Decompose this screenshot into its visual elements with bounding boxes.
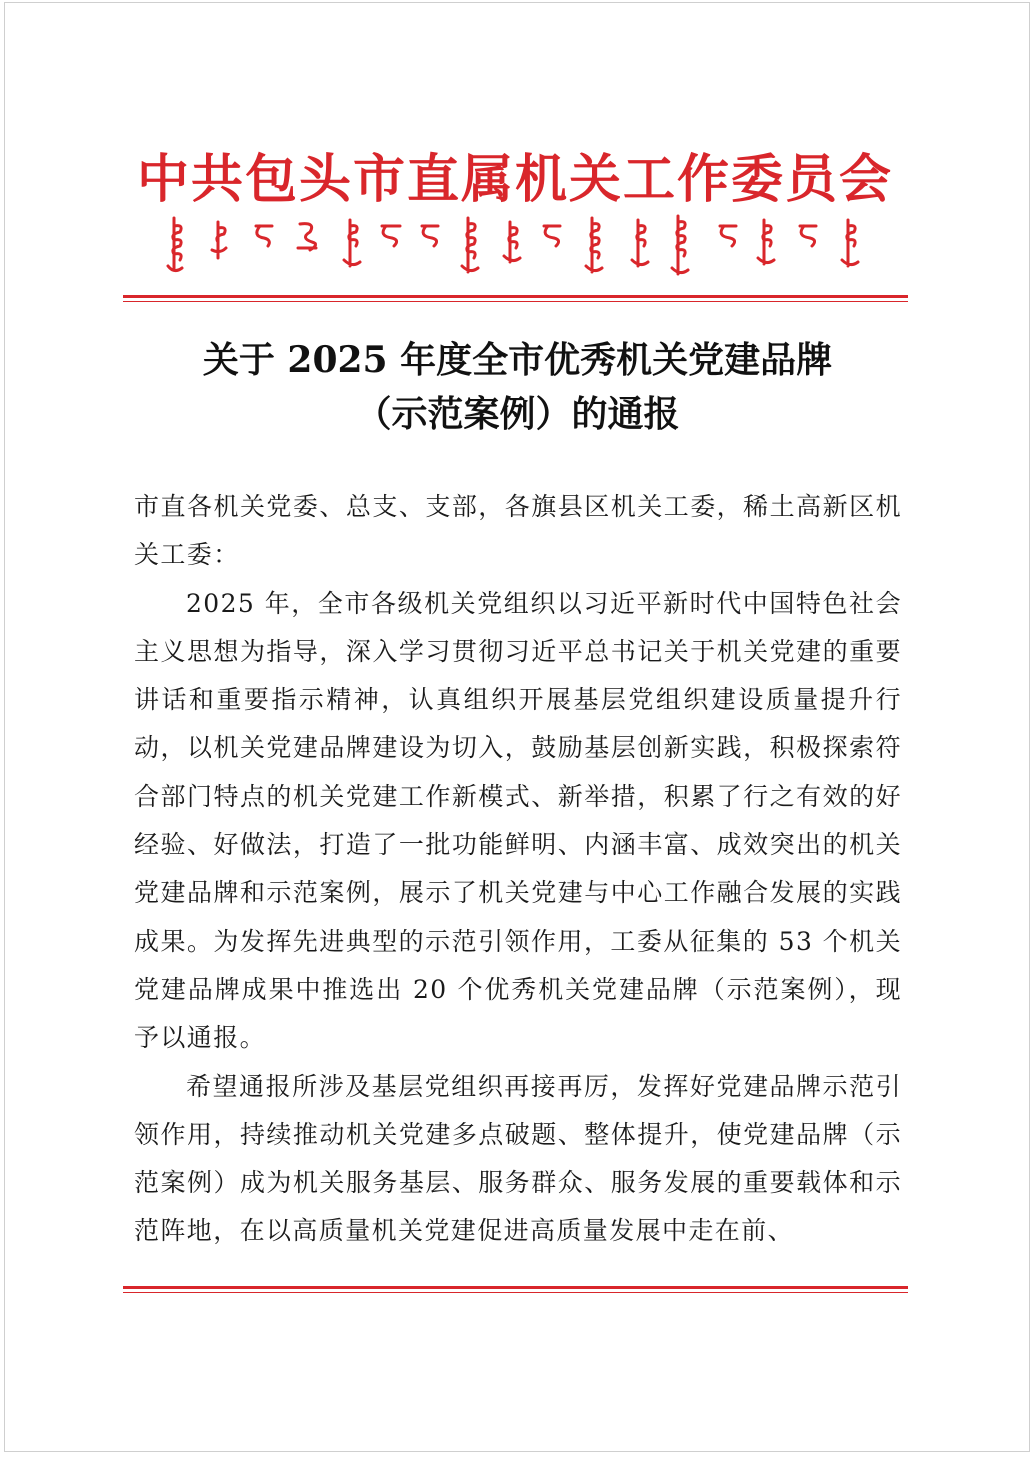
document-title: [100, 333, 935, 441]
footer-divider: [123, 1286, 908, 1293]
mongolian-org-name: [160, 214, 870, 278]
document-body: [134, 483, 902, 1256]
document-title-line-2: （示范案例）的通报: [355, 393, 680, 435]
header-divider: [123, 295, 908, 302]
document-title-line-1: 关于 2025 年度全市优秀机关党建品牌: [202, 339, 833, 381]
org-title: 中共包头市直属机关工作委员会: [136, 149, 893, 210]
paragraph: 希望通报所涉及基层党组织再接再厉，发挥好党建品牌示范引领作用，持续推动机关党建多点破题、整体提升，使党建品牌（示范案例）成为机关服务基层、服务群众、服务发展的重要载体和示范阵地，在以高质量机关党建促进高质量发展中走在前、: [134, 1071, 902, 1246]
salutation: 市直各机关党委、总支、支部，各旗县区机关工委，稀土高新区机关工委：: [134, 492, 902, 570]
paragraph: 2025 年，全市各级机关党组织以习近平新时代中国特色社会主义思想为指导，深入学习贯彻习近平总书记关于机关党建的重要讲话和重要指示精神，认真组织开展基层党组织建设质量提升行动，以机关党建品牌建设为切入，鼓励基层创新实践，积极探索符合部门特点的机关党建工作新模式、新举措，积累了行之有效的好经验、好做法，打造了一批功能鲜明、内涵丰富、成效突出的机关党建品牌和示范案例，展示了机关党建与中心工作融合发展的实践成果。为发挥先进典型的示范引领作用，工委从征集的 53 个机关党建品牌成果中推选出 20 个优秀机关党建品牌（示范案例），现予以通报。: [134, 588, 902, 1053]
